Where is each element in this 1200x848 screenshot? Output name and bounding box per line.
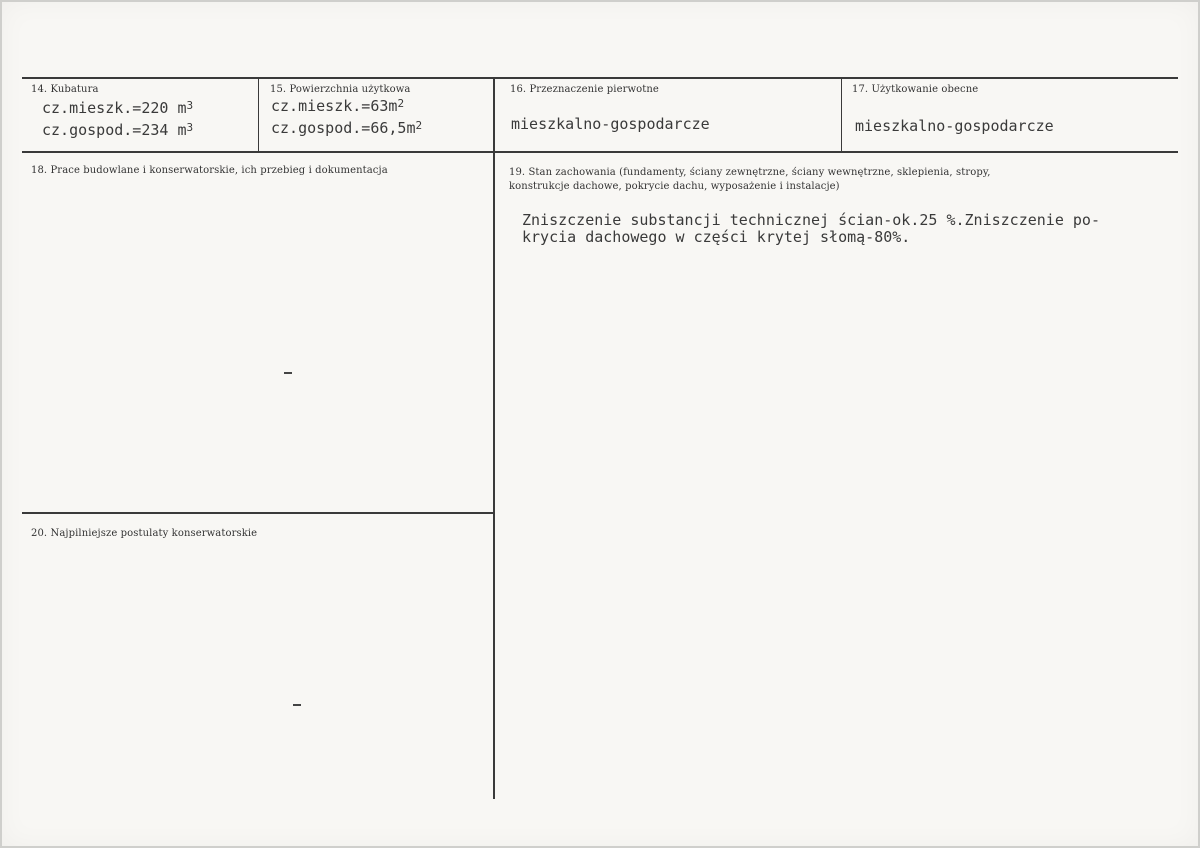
field-uzytkowanie-label: 17. Użytkowanie obecne (852, 84, 979, 95)
field-powierzchnia-residential (271, 97, 404, 115)
field-postulaty-label: 20. Najpilniejsze postulaty konserwatorskie (31, 528, 258, 539)
powierzchnia-residential-text: cz.mieszk.=63m (271, 97, 398, 115)
divider-main (493, 77, 495, 799)
divider-16-17 (841, 77, 842, 152)
field-powierzchnia-farm (271, 119, 422, 137)
field-stan-value-line1: Zniszczenie substancji technicznej ścian-ok.25 %.Zniszczenie po- (522, 211, 1100, 229)
field-przeznaczenie-value: mieszkalno-gospodarcze (511, 115, 710, 133)
powierzchnia-farm-text: cz.gospod.=66,5m (271, 119, 416, 137)
row-rule (22, 151, 1178, 153)
kubatura-residential-unit-exponent: 3 (186, 99, 194, 112)
kubatura-residential-text: cz.mieszk.=220 m (42, 99, 187, 117)
powierzchnia-residential-unit-exponent: 2 (397, 97, 405, 110)
divider-14-15 (258, 77, 259, 152)
field-prace-empty-mark (284, 372, 292, 374)
field-powierzchnia-label: 15. Powierzchnia użytkowa (270, 84, 411, 95)
field-uzytkowanie-value: mieszkalno-gospodarcze (855, 117, 1054, 135)
field-prace-label: 18. Prace budowlane i konserwatorskie, ich przebieg i dokumentacja (31, 165, 388, 176)
field-stan-value-line2: krycia dachowego w części krytej słomą-80%. (522, 228, 911, 246)
field-kubatura-label: 14. Kubatura (31, 84, 99, 95)
field-kubatura-residential (42, 99, 193, 117)
field-kubatura-farm (42, 121, 193, 139)
top-rule (22, 77, 1178, 79)
field-przeznaczenie-label: 16. Przeznaczenie pierwotne (510, 84, 659, 95)
field-stan-label-line1: 19. Stan zachowania (fundamenty, ściany zewnętrzne, ściany wewnętrzne, sklepienia, stropy, (509, 167, 991, 178)
kubatura-farm-text: cz.gospod.=234 m (42, 121, 187, 139)
kubatura-farm-unit-exponent: 3 (186, 121, 194, 134)
left-section-rule (22, 512, 493, 514)
field-postulaty-empty-mark (293, 704, 301, 706)
powierzchnia-farm-unit-exponent: 2 (415, 119, 423, 132)
field-stan-label-line2: konstrukcje dachowe, pokrycie dachu, wyposażenie i instalacje) (509, 181, 840, 192)
